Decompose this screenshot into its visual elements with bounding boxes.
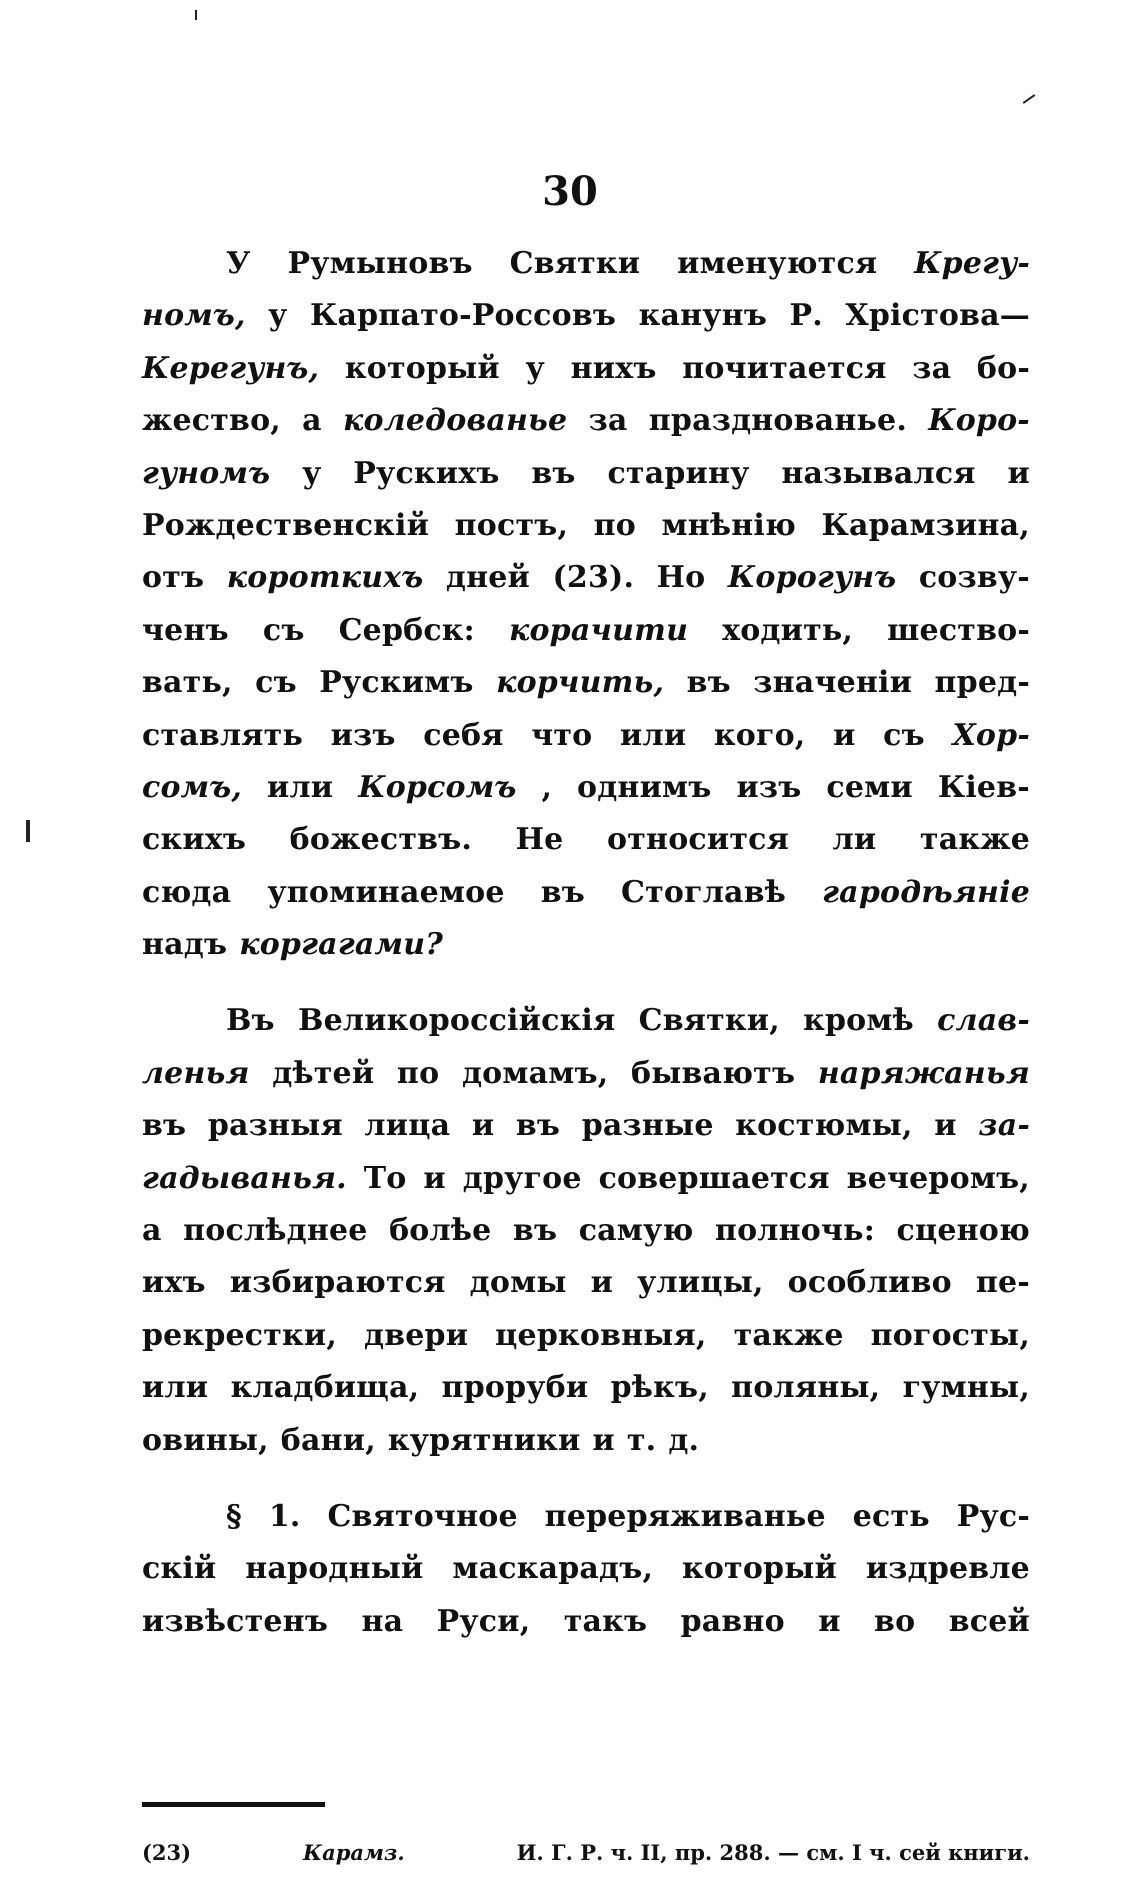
text-line — [142, 395, 1030, 447]
italic-word: гародѣяніе — [822, 874, 1030, 910]
word: нихъ — [570, 350, 657, 386]
italic-word: коледованье — [343, 403, 568, 439]
word: церковныя, — [495, 1317, 707, 1353]
word: жество, — [142, 403, 281, 439]
text-line — [142, 657, 1030, 709]
footnote-number: (23) — [142, 1840, 192, 1865]
word: также — [733, 1317, 844, 1353]
text-line — [142, 1153, 1030, 1205]
word: т. — [626, 1422, 657, 1458]
text-line — [142, 1310, 1030, 1362]
word: старину — [607, 455, 750, 491]
italic-word: Корогунъ — [727, 560, 897, 596]
word: рѣкъ, — [610, 1370, 709, 1406]
word: скихъ — [142, 822, 247, 858]
word: Рождественскій — [142, 507, 430, 543]
word: , — [541, 769, 553, 805]
word: Руси, — [436, 1603, 531, 1639]
word: ставлять — [142, 717, 304, 753]
word: и — [423, 1160, 446, 1196]
footnote — [142, 1840, 1030, 1865]
print-mark — [26, 820, 30, 842]
word: бо- — [976, 350, 1030, 386]
word: Рускихъ — [353, 455, 500, 491]
word: въ — [540, 874, 585, 910]
text-line — [142, 500, 1030, 552]
text-line — [142, 867, 1030, 919]
body-text — [142, 238, 1030, 1648]
word: въ — [531, 455, 576, 491]
italic-word: Корсомъ — [358, 769, 517, 805]
word: избираются — [229, 1265, 446, 1301]
word: однимъ — [577, 769, 712, 805]
print-mark — [195, 10, 197, 20]
text-line — [142, 1543, 1030, 1595]
word: за — [588, 403, 628, 439]
word: празднованье. — [648, 403, 907, 439]
word: особливо — [787, 1265, 952, 1301]
word: У — [226, 246, 251, 281]
italic-word: слав- — [937, 1003, 1030, 1039]
italic-word: короткихъ — [226, 560, 424, 596]
word: а — [302, 403, 322, 439]
word: Сербск: — [338, 612, 475, 648]
word: упоминаемое — [267, 874, 505, 910]
italic-word: ленья — [142, 1055, 250, 1091]
italic-word: Коро- — [928, 403, 1030, 439]
italic-word: корчить, — [496, 665, 665, 701]
text-line — [142, 814, 1030, 866]
paragraph-gap — [142, 971, 1030, 995]
word: почитается — [682, 350, 887, 386]
word: Кіев- — [937, 769, 1030, 805]
word: шество- — [887, 612, 1030, 648]
word: божествъ. — [289, 822, 473, 858]
word: съ — [883, 717, 925, 753]
word: болѣе — [389, 1213, 492, 1249]
word: а — [142, 1213, 162, 1249]
text-line — [142, 1596, 1030, 1648]
word: Карпато-Россовъ — [310, 298, 617, 334]
word: дней — [445, 560, 530, 596]
word: издревле — [865, 1551, 1030, 1587]
paragraph-gap — [142, 1467, 1030, 1491]
word: разныя — [207, 1108, 343, 1144]
word: Стоглавѣ — [621, 874, 787, 910]
word: назывался — [781, 455, 976, 491]
word: Великороссійскія — [298, 1003, 616, 1039]
word: бываютъ — [631, 1055, 796, 1091]
word: Святки, — [638, 1003, 780, 1039]
word: и — [818, 1603, 841, 1639]
word: кладбища, — [230, 1370, 420, 1406]
word: Хрістова— — [845, 298, 1030, 334]
word: изъ — [330, 717, 396, 753]
italic-word: коргагами? — [239, 927, 444, 963]
word: семи — [826, 769, 913, 805]
word: пе- — [975, 1265, 1030, 1301]
text-line — [142, 995, 1030, 1047]
italic-word: гуномъ — [142, 455, 271, 491]
word: сюда — [142, 874, 232, 910]
text-line — [142, 1362, 1030, 1414]
word: мнѣнію — [661, 507, 796, 543]
word: именуются — [677, 246, 878, 281]
text-line — [142, 710, 1030, 762]
word: и — [590, 1265, 614, 1301]
word: сценою — [896, 1213, 1030, 1249]
word: полночь: — [714, 1213, 876, 1249]
italic-word: корачити — [508, 612, 689, 648]
word: такъ — [563, 1603, 648, 1639]
word: Святки — [509, 246, 641, 281]
word: костюмы, — [735, 1108, 913, 1144]
footnote-rule — [142, 1802, 325, 1807]
word: двери — [364, 1317, 469, 1353]
word: который — [344, 350, 500, 386]
word: ли — [832, 822, 877, 858]
word: дѣтей — [272, 1055, 375, 1091]
word: Р. — [789, 298, 823, 334]
word: канунъ — [638, 298, 768, 334]
text-line — [142, 448, 1030, 500]
word: и — [1007, 455, 1030, 491]
word: овины, — [142, 1422, 269, 1458]
word: относится — [607, 822, 789, 858]
italic-word: Хор- — [952, 717, 1030, 753]
word: пред- — [934, 665, 1030, 701]
word: надъ — [142, 927, 228, 963]
word: разные — [581, 1108, 714, 1144]
word: кромѣ — [803, 1003, 914, 1039]
word: домы — [469, 1265, 567, 1301]
word: Карамзина, — [821, 507, 1030, 543]
word: равно — [680, 1603, 785, 1639]
word: вать, — [142, 665, 233, 701]
word: Рускимъ — [319, 665, 474, 701]
text-line — [142, 1048, 1030, 1100]
text-line — [142, 1257, 1030, 1309]
word: вечеромъ, — [846, 1160, 1030, 1196]
word: скій — [142, 1551, 217, 1587]
italic-word: Керегунъ, — [142, 350, 320, 386]
word: постъ, — [454, 507, 569, 543]
text-line — [142, 1491, 1030, 1543]
word: бани, — [280, 1422, 376, 1458]
word: ихъ — [142, 1265, 206, 1301]
word: у — [268, 298, 288, 334]
word: у — [302, 455, 322, 491]
word: отъ — [142, 560, 205, 596]
text-line — [142, 1205, 1030, 1257]
text-line — [142, 552, 1030, 604]
text-line — [142, 290, 1030, 342]
text-line — [142, 605, 1030, 657]
word: въ — [686, 665, 731, 701]
word: и — [934, 1108, 957, 1144]
italic-word: сомъ, — [142, 769, 243, 805]
word: изъ — [736, 769, 802, 805]
word: 1. — [268, 1498, 301, 1534]
word: Святочное — [327, 1498, 518, 1534]
italic-word: наряжанья — [817, 1055, 1030, 1091]
word: также — [919, 822, 1030, 858]
word: значеніи — [753, 665, 913, 701]
word: проруби — [441, 1370, 589, 1406]
text-line — [142, 238, 1030, 290]
word: или — [620, 717, 687, 753]
word: созву- — [918, 560, 1030, 596]
word: на — [361, 1603, 404, 1639]
word: погосты, — [870, 1317, 1030, 1353]
word: въ — [142, 1108, 187, 1144]
word: Рус- — [956, 1498, 1030, 1534]
word: послѣднее — [183, 1213, 368, 1249]
word: и — [592, 1422, 615, 1458]
word: Въ — [226, 1003, 275, 1039]
word: или — [267, 769, 334, 805]
italic-word: за- — [978, 1108, 1030, 1144]
word: есть — [852, 1498, 930, 1534]
text-line — [142, 1415, 1030, 1467]
word: переряживанье — [544, 1498, 826, 1534]
word: лица — [364, 1108, 451, 1144]
word: ходить, — [722, 612, 854, 648]
word: То — [363, 1160, 407, 1196]
page-number: 30 — [542, 168, 598, 215]
word: поляны, — [731, 1370, 881, 1406]
word: въ — [515, 1108, 561, 1144]
word: по — [396, 1055, 440, 1091]
word: у — [525, 350, 545, 386]
word: съ — [255, 665, 297, 701]
word: домамъ, — [461, 1055, 609, 1091]
word: (23). — [552, 560, 635, 596]
word: улицы, — [637, 1265, 764, 1301]
word: Не — [515, 822, 564, 858]
word: за — [912, 350, 952, 386]
word: кого, — [713, 717, 806, 753]
word: который — [681, 1551, 837, 1587]
word: Румыновъ — [287, 246, 473, 281]
word: извѣстенъ — [142, 1603, 329, 1639]
word: совершается — [598, 1160, 830, 1196]
print-mark — [1023, 94, 1036, 104]
word: въ — [512, 1213, 558, 1249]
word: самую — [578, 1213, 694, 1249]
word: курятники — [387, 1422, 581, 1458]
word: Но — [656, 560, 706, 596]
word: народный — [245, 1551, 424, 1587]
word: гумны, — [902, 1370, 1030, 1406]
word: во — [874, 1603, 916, 1639]
word: § — [226, 1498, 242, 1534]
word: другое — [462, 1160, 582, 1196]
italic-word: номъ, — [142, 298, 246, 334]
word: по — [593, 507, 636, 543]
word: что — [531, 717, 593, 753]
text-line — [142, 343, 1030, 395]
italic-word: Крегу- — [914, 246, 1030, 281]
word: д. — [668, 1422, 700, 1458]
footnote-author: Карамз. — [303, 1840, 405, 1865]
word: и — [833, 717, 856, 753]
text-line — [142, 1100, 1030, 1152]
footnote-text: И. Г. Р. ч. II, пр. 288. — см. I ч. сей книги. — [516, 1840, 1030, 1865]
italic-word: гадыванья. — [142, 1160, 347, 1196]
text-line — [142, 762, 1030, 814]
text-line — [142, 919, 1030, 971]
word: съ — [262, 612, 305, 648]
word: ченъ — [142, 612, 229, 648]
word: маскарадъ, — [452, 1551, 654, 1587]
word: рекрестки, — [142, 1317, 338, 1353]
word: себя — [423, 717, 504, 753]
word: и — [471, 1108, 495, 1144]
word: или — [142, 1370, 209, 1406]
word: всей — [948, 1603, 1030, 1639]
